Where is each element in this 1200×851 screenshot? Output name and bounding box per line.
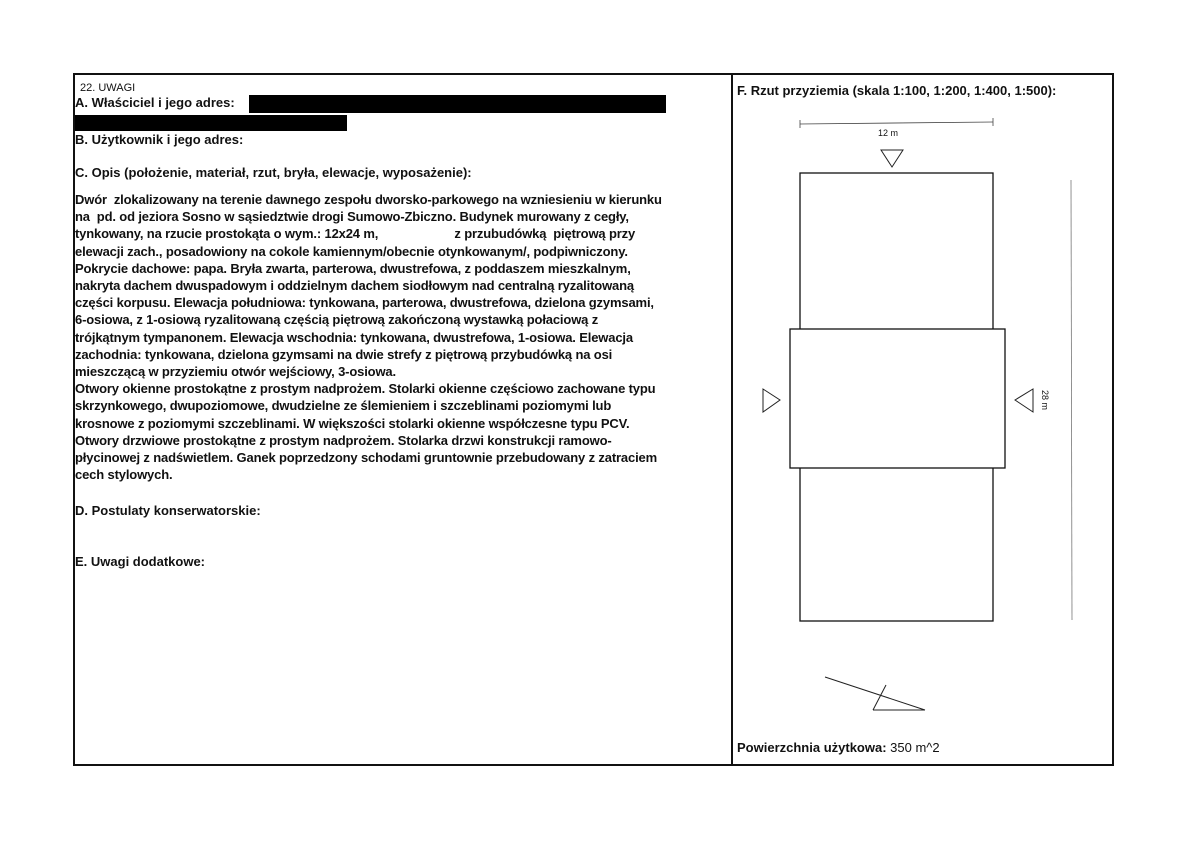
description-line: 6-osiowa, z 1-osiową ryzalitowaną częścią piętrową zakończoną wystawką połaciową z	[75, 312, 599, 328]
description-line: zachodnia: tynkowana, dzielona gzymsami na dwie strefy z piętrową przybudówką na osi	[75, 346, 613, 362]
remarks-label: E. Uwagi dodatkowe:	[75, 554, 206, 569]
owner-label: A. Właściciel i jego adres:	[75, 95, 235, 110]
description-line: Otwory drzwiowe prostokątne z prostym nadprożem. Stolarka drzwi konstrukcji ramowo-	[75, 432, 612, 448]
remarks-panel	[75, 75, 730, 764]
postulates-label: D. Postulaty konserwatorskie:	[75, 503, 261, 518]
description-line: płycinowej z nadświetlem. Ganek poprzedzony schodami gruntownie przebudowany z zatraciem	[75, 450, 658, 466]
length-dimension-label: 28 m	[1040, 390, 1050, 411]
usable-area-label: Powierzchnia użytkowa:	[737, 740, 887, 755]
description-line: tynkowany, na rzucie prostokąta o wym.: 12x24 m, z przubudówką piętrową przy	[75, 226, 636, 242]
plan-title: F. Rzut przyziemia (skala 1:100, 1:200, 1:400, 1:500):	[737, 83, 1057, 98]
description-line: krosnowe z poziomymi szczeblinami. W większości stolarki okienne współczesne typu PCV.	[75, 415, 630, 431]
floor-plan	[733, 110, 1113, 730]
description-line: na pd. od jeziora Sosno w sąsiedztwie drogi Sumowo-Zbiczno. Budynek murowany z cegły,	[75, 209, 629, 225]
owner-redaction-2	[75, 115, 347, 131]
owner-redaction	[249, 95, 666, 113]
description-line: skrzynkowego, dwupoziomowe, dwudzielne ze ślemieniem i szczeblinami poziomymi lub	[75, 398, 612, 414]
description-line: Pokrycie dachowe: papa. Bryła zwarta, parterowa, dwustrefowa, z poddaszem mieszkalnym,	[75, 260, 631, 276]
usable-area-value: 350 m^2	[890, 740, 940, 755]
user-label: B. Użytkownik i jego adres:	[75, 132, 244, 147]
description-line: trójkątnym tympanonem. Elewacja wschodnia: tynkowana, dwustrefowa, 1-osiowa. Elewacja	[75, 329, 633, 345]
description-line: Otwory okienne prostokątne z prostym nadprożem. Stolarki okienne częściowo zachowane typu	[75, 381, 656, 397]
description-line: cech stylowych.	[75, 467, 173, 483]
description-label: C. Opis (położenie, materiał, rzut, bryła, elewacje, wyposażenie):	[75, 165, 472, 180]
description-line: Dwór zlokalizowany na terenie dawnego zespołu dworsko-parkowego na wzniesieniu w kierunku	[75, 192, 662, 207]
description-text	[75, 191, 731, 483]
description-line: mieszczącą w przyziemiu otwór wejściowy, 3-osiowa.	[75, 364, 396, 380]
description-line: elewacji zach., posadowiony na cokole kamiennym/obecnie otynkowanym/, podpiwniczony.	[75, 243, 628, 259]
usable-area	[737, 740, 940, 755]
section-number: 22. UWAGI	[80, 82, 136, 94]
width-dimension-label: 12 m	[878, 128, 899, 138]
description-line: nakryta dachem dwuspadowym i oddzielnym dachem siodłowym nad centralną ryzalitowaną	[75, 278, 634, 294]
description-line: części korpusu. Elewacja południowa: tynkowana, parterowa, dwustrefowa, dzielona gzymsami,	[75, 295, 654, 311]
